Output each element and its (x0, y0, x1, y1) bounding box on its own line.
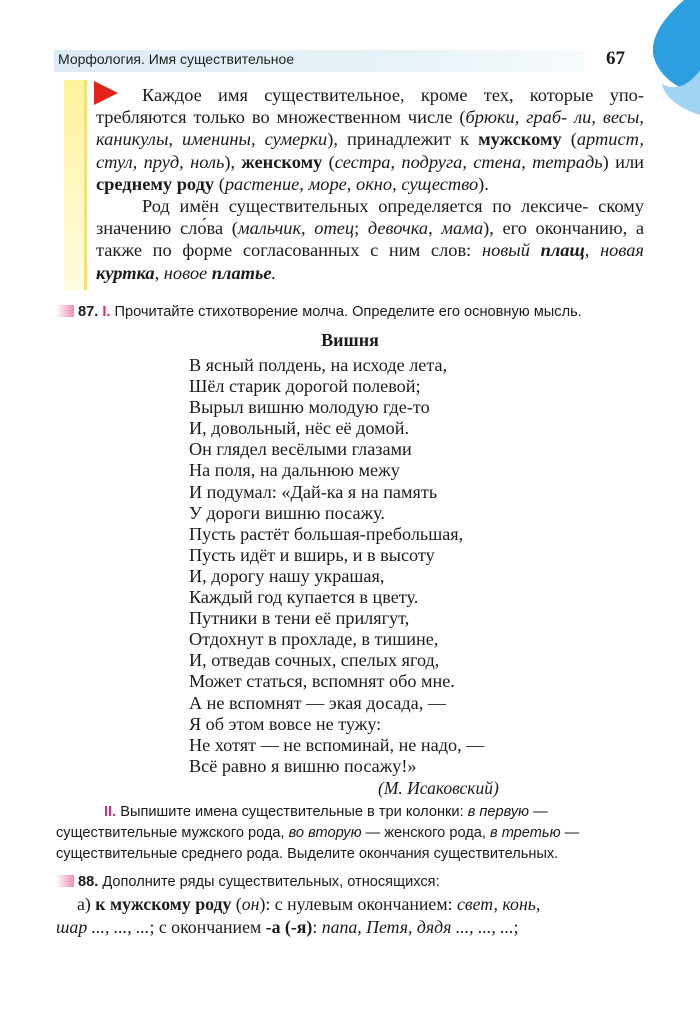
poem-author: (М. Исаковский) (378, 778, 499, 798)
poem-line: И, дорогу нашу украшая, (189, 565, 385, 586)
poem-line: Он глядел весёлыми глазами (189, 439, 412, 460)
poem-line: Пусть идёт и вширь, и в высоту (189, 544, 435, 565)
poem-line: Всё равно я вишню посажу!» (189, 755, 417, 776)
exercise-task-text: Прочитайте стихотворение молча. Определите его основную мысль. (114, 304, 582, 320)
exercise-88-heading (56, 872, 656, 892)
poem-line: Вырыл вишню молодую где-то (189, 397, 430, 418)
exercise-number: 87. (78, 304, 99, 320)
poem-line: На поля, на дальнюю межу (189, 460, 400, 481)
exercise-number: 88. (78, 874, 99, 890)
rule-highlight-bar (64, 80, 84, 290)
poem-line: В ясный полдень, на исходе лета, (189, 355, 448, 375)
poem-line: Пусть растёт большая-пребольшая, (189, 523, 464, 544)
task-roman-numeral: I. (102, 304, 111, 320)
poem-line: У дороги вишню посажу. (189, 502, 385, 523)
task-roman-numeral: II. (104, 804, 117, 820)
running-header-title: Морфология. Имя существительное (58, 51, 295, 67)
poem-line: Путники в тени её прилягут, (189, 608, 410, 629)
exercise-87-task-2: II. Выпишите имена существительные в три колонки: в первую — существительные мужского рода, во вторую — женского рода, в третью — существительные среднего рода. Выделите окончания существительных. (56, 804, 580, 862)
rule-paragraph-2: Род имён существительных определяется по лексиче- скому значению сло́ва (мальчик, отец; девочка, мама), его окончанию, а также по форме согласованных с ним слов: новый плащ, новая куртка, новое платье. (96, 196, 644, 283)
poem-title: Вишня (321, 330, 379, 350)
exercise-task-text: Дополните ряды существительных, относящихся: (102, 874, 440, 890)
poem-line: А не вспомнят — экая досада, — (189, 692, 447, 713)
poem-line: Не хотят — не вспоминай, не надо, — (189, 734, 485, 755)
page-number: 67 (606, 48, 625, 69)
poem-line: Я об этом вовсе не тужу: (189, 713, 382, 734)
exercise-87-heading (56, 302, 656, 322)
exercise-marker-icon (56, 305, 74, 317)
exercise-88-item-a: а) к мужскому роду (он): с нулевым окончанием: свет, конь, шар ..., ..., ...; с окончанием -а (-я): папа, Петя, дядя ..., ..., ...; (56, 894, 541, 937)
exercise-marker-icon (56, 875, 74, 887)
poem-line: Шёл старик дорогой полевой; (189, 376, 421, 397)
poem-line: И подумал: «Дай-ка я на память (189, 481, 438, 502)
poem-line: Каждый год купается в цвету. (189, 587, 419, 608)
poem-line: И, довольный, нёс её домой. (189, 418, 410, 439)
grammar-rule (96, 84, 644, 284)
rule-paragraph-1: Каждое имя существительное, кроме тех, которые упо- требляются только во множественном числе (брюки, граб- ли, весы, каникулы, именины, сумерки), принадлежит к мужскому (артист, стул, пруд, ноль), женскому (сестра, подруга, стена, тетрадь) или среднему роду (растение, море, окно, существо). (96, 85, 644, 194)
poem-line: И, отведав сочных, спелых ягод, (189, 650, 440, 671)
poem-line: Может статься, вспомнят обо мне. (189, 671, 455, 692)
poem-body (189, 355, 484, 777)
poem-line: Отдохнут в прохладе, в тишине, (189, 629, 439, 650)
rule-highlight-edge (84, 80, 87, 290)
